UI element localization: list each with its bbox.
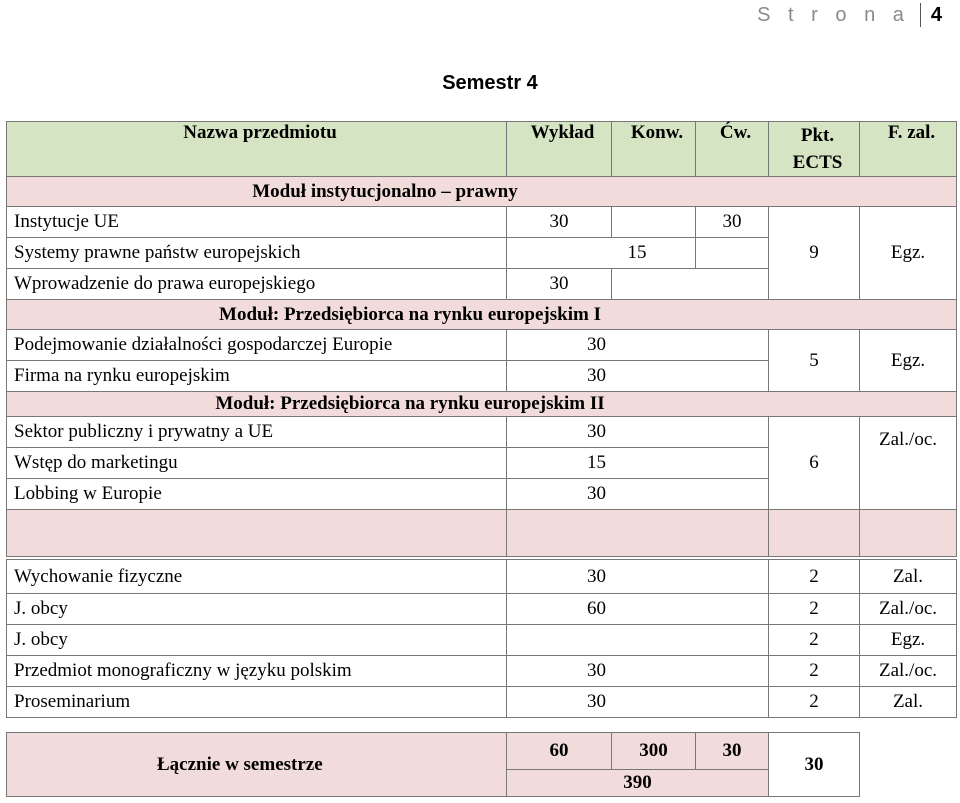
subject-name: Sektor publiczny i prywatny a UE: [7, 417, 507, 448]
table-row: [7, 207, 957, 238]
conv-hours: 60: [507, 594, 769, 625]
module-title-row: [7, 177, 957, 207]
subject-name: Systemy prawne państw europejskich: [7, 238, 507, 269]
gap-row: [7, 718, 957, 733]
header-divider: [920, 3, 921, 27]
subject-name: Proseminarium: [7, 687, 507, 718]
conv-hours: 15: [507, 448, 769, 479]
totals-exercise: 30: [696, 733, 769, 770]
spacer-row: [7, 510, 957, 557]
table-row: [7, 687, 957, 718]
module-credit: Egz.: [860, 207, 957, 300]
page-header: [757, 2, 942, 28]
subject-name: Firma na rynku europejskim: [7, 361, 507, 392]
subject-ects: 2: [769, 560, 860, 594]
conv-hours: 30: [507, 417, 769, 448]
col-ects-header-text: Pkt. ECTS: [792, 125, 843, 173]
conv-hours: 30: [507, 479, 769, 510]
conv-hours: [507, 625, 769, 656]
subject-name: Instytucje UE: [7, 207, 507, 238]
conv-hours: 30: [507, 656, 769, 687]
exercise-hours: [696, 238, 769, 269]
subject-credit: Zal.: [860, 560, 957, 594]
conv-hours: 30: [507, 560, 769, 594]
conv-hours: [612, 269, 769, 300]
module-3-title: Moduł: Przedsiębiorca na rynku europejskim II: [7, 392, 957, 417]
module-credit: Egz.: [860, 330, 957, 392]
totals-ects: 30: [769, 733, 860, 797]
page-label: S t r o n a: [757, 3, 910, 26]
conv-hours: 30: [507, 330, 769, 361]
subject-name: Podejmowanie działalności gospodarczej Europie: [7, 330, 507, 361]
curriculum-table: [6, 121, 957, 797]
totals-row: [7, 733, 957, 770]
totals-label: Łącznie w semestrze: [7, 733, 507, 797]
table-row: [7, 594, 957, 625]
subject-credit: Egz.: [860, 625, 957, 656]
subject-ects: 2: [769, 594, 860, 625]
module-title-row: [7, 300, 957, 330]
semester-title: Semestr 4: [442, 72, 538, 94]
subject-name: Lobbing w Europie: [7, 479, 507, 510]
subject-name: J. obcy: [7, 625, 507, 656]
subject-ects: 2: [769, 687, 860, 718]
subject-name: J. obcy: [7, 594, 507, 625]
table-header-row: [7, 122, 957, 177]
totals-conv: 300: [612, 733, 696, 770]
col-subject-header: Nazwa przedmiotu: [7, 122, 507, 177]
module-1-title: Moduł instytucjonalno – prawny: [7, 177, 957, 207]
table-row: [7, 656, 957, 687]
lecture-hours: 30: [507, 269, 612, 300]
subject-name: Wstęp do marketingu: [7, 448, 507, 479]
col-credit-header: F. zal.: [860, 122, 957, 177]
col-exercise-header: Ćw.: [696, 122, 769, 177]
module-ects: 9: [769, 207, 860, 300]
subject-credit: Zal./oc.: [860, 656, 957, 687]
col-lecture-header: Wykład: [507, 122, 612, 177]
conv-hours: 30: [507, 687, 769, 718]
subject-name: Wprowadzenie do prawa europejskiego: [7, 269, 507, 300]
module-ects: 5: [769, 330, 860, 392]
subject-ects: 2: [769, 656, 860, 687]
col-conv-header: Konw.: [612, 122, 696, 177]
totals-hours: 390: [507, 770, 769, 797]
table-row: [7, 560, 957, 594]
subject-ects: 2: [769, 625, 860, 656]
conv-hours: [612, 207, 696, 238]
subject-name: Wychowanie fizyczne: [7, 560, 507, 594]
table-row: [7, 417, 957, 448]
totals-lecture: 60: [507, 733, 612, 770]
module-2-title: Moduł: Przedsiębiorca na rynku europejskim I: [7, 300, 957, 330]
subject-credit: Zal.: [860, 687, 957, 718]
module-title-row: [7, 392, 957, 417]
col-ects-header: [769, 122, 860, 177]
conv-hours: 15: [507, 238, 696, 269]
subject-name: Przedmiot monograficzny w języku polskim: [7, 656, 507, 687]
page-number: 4: [930, 3, 942, 26]
subject-credit: Zal./oc.: [860, 594, 957, 625]
exercise-hours: 30: [696, 207, 769, 238]
table-row: [7, 330, 957, 361]
module-ects: 6: [769, 417, 860, 510]
lecture-hours: 30: [507, 207, 612, 238]
module-credit: Zal./oc.: [860, 417, 957, 510]
table-row: [7, 625, 957, 656]
conv-hours: 30: [507, 361, 769, 392]
